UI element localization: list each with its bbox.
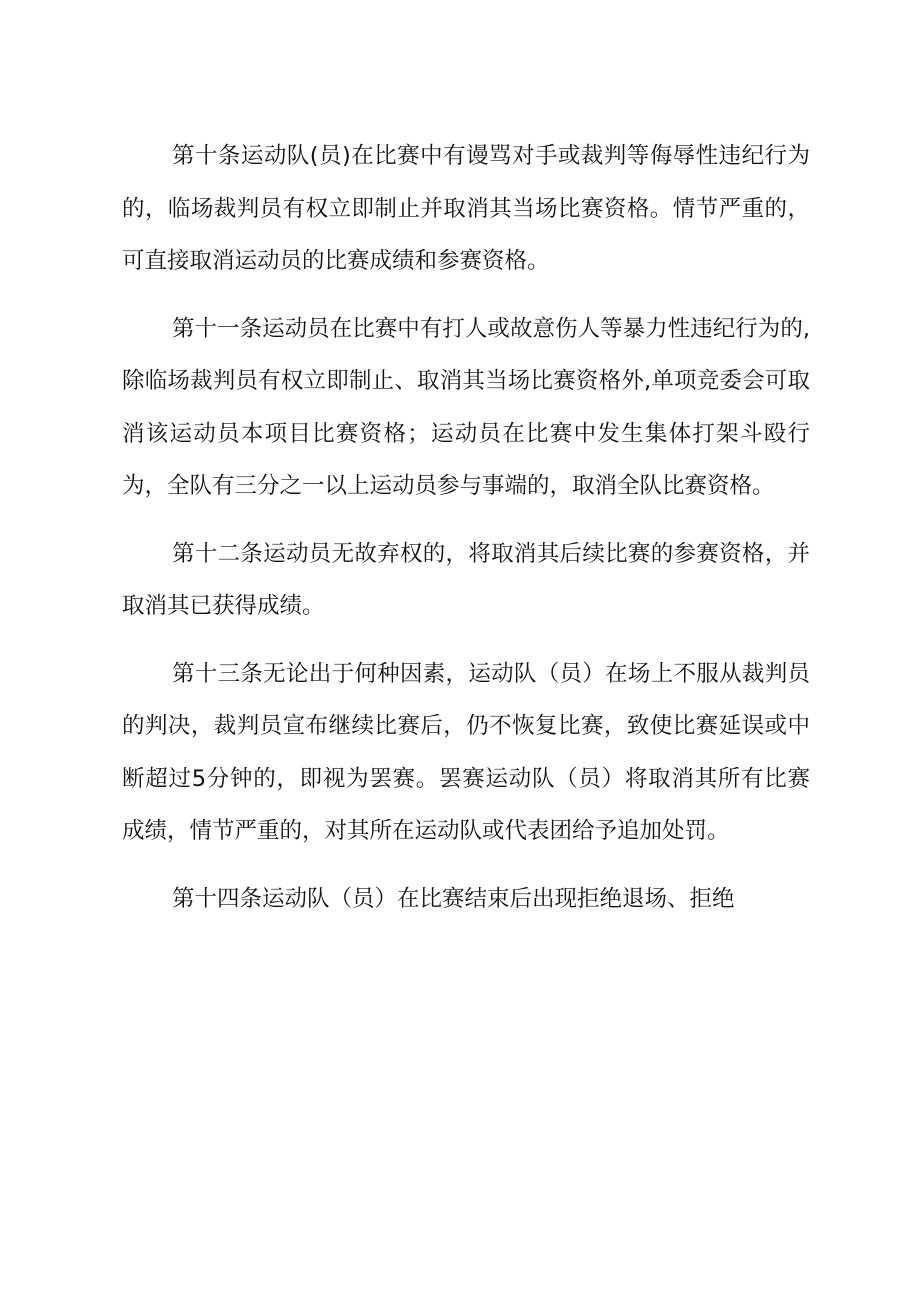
article-11-paragraph: 第十一条运动员在比赛中有打人或故意伤人等暴力性违纪行为的,除临场裁判员有权立即制止、取消其当场比赛资格外,单项竞委会可取消该运动员本项目比赛资格；运动员在比赛中发生集体打架斗殴行为，全队有三分之一以上运动员参与事端的，取消全队比赛资格。 [122, 315, 810, 499]
article-14-paragraph: 第十四条运动队（员）在比赛结束后出现拒绝退场、拒绝 [172, 885, 735, 912]
article-10-paragraph: 第十条运动队(员)在比赛中有谩骂对手或裁判等侮辱性违纪行为的，临场裁判员有权立即制止并取消其当场比赛资格。情节严重的，可直接取消运动员的比赛成绩和参赛资格。 [122, 143, 810, 274]
article-13-paragraph: 第十三条无论出于何种因素，运动队（员）在场上不服从裁判员的判决，裁判员宣布继续比赛后，仍不恢复比赛，致使比赛延误或中断超过5分钟的，即视为罢赛。罢赛运动队（员）将取消其所有比赛成绩，情节严重的，对其所在运动队或代表团给予追加处罚。 [122, 660, 810, 844]
document-body [122, 130, 810, 940]
article-12-paragraph: 第十二条运动员无故弃权的，将取消其后续比赛的参赛资格，并取消其已获得成绩。 [122, 540, 810, 619]
